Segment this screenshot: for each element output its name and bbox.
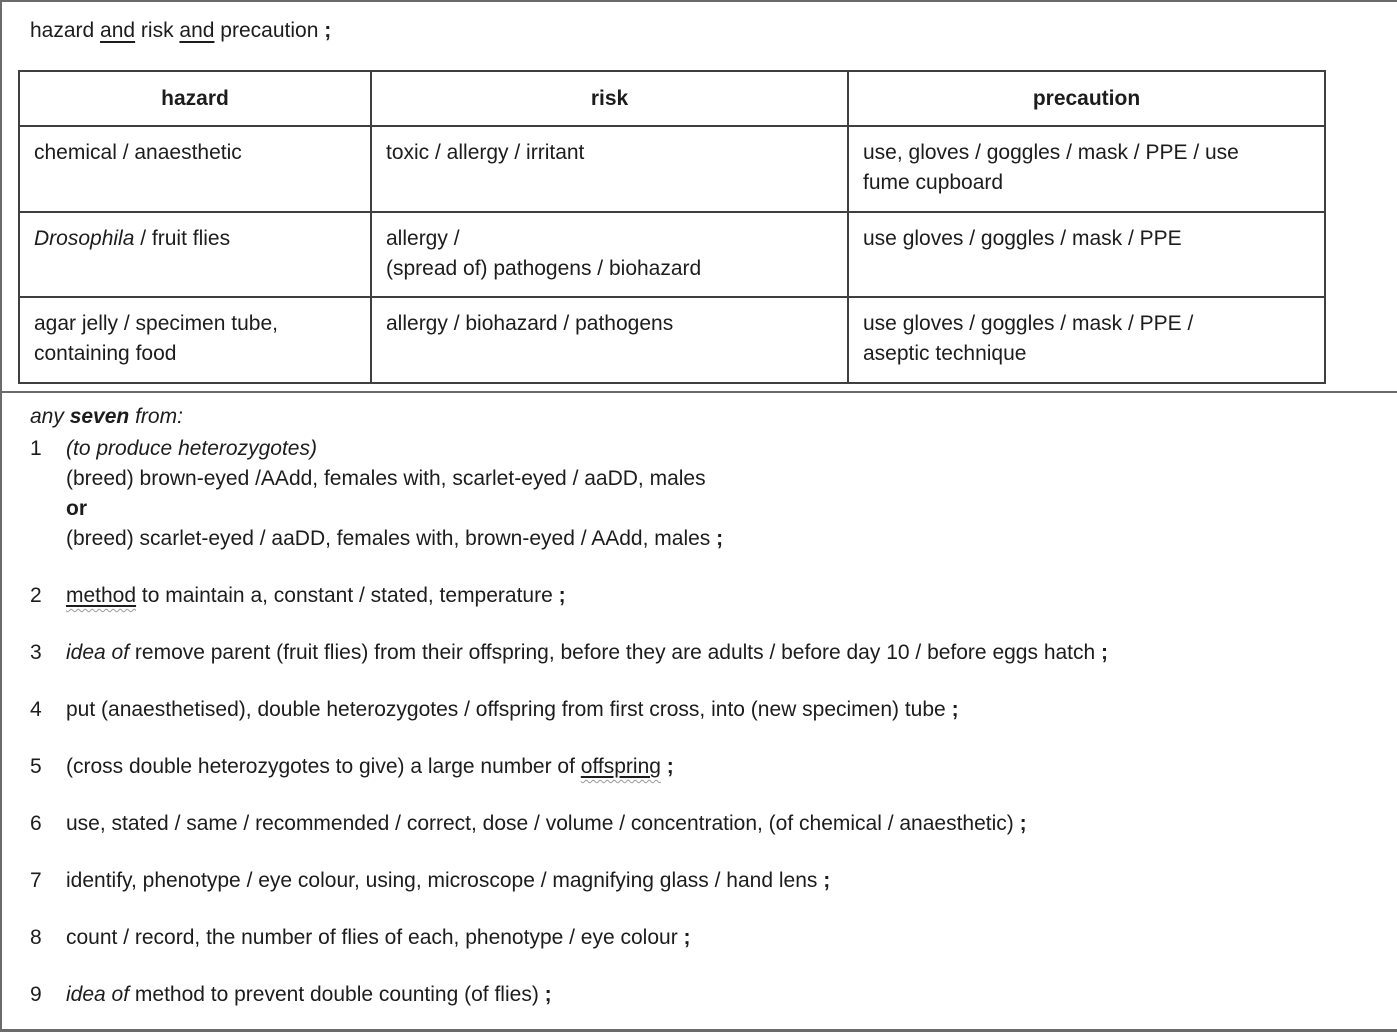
risk-cell: allergy / biohazard / pathogens bbox=[371, 297, 848, 383]
point-text: (breed) brown-eyed /AAdd, females with, scarlet-eyed / aaDD, males bbox=[66, 467, 706, 490]
point-number: 2 bbox=[30, 584, 42, 607]
hazard-cell: agar jelly / specimen tube, containing food bbox=[19, 297, 371, 383]
point-text: put (anaesthetised), double heterozygotes / offspring from first cross, into (new specimen) tube ; bbox=[66, 698, 959, 721]
point-number: 8 bbox=[30, 926, 42, 949]
hazard-cell: chemical / anaesthetic bbox=[19, 126, 371, 212]
hazard-cell: Drosophila / fruit flies bbox=[19, 212, 371, 297]
marking-point-9 bbox=[30, 980, 1383, 1010]
risk-cell: toxic / allergy / irritant bbox=[371, 126, 848, 212]
marking-point-3 bbox=[30, 638, 1383, 668]
precaution-cell: use, gloves / goggles / mask / PPE / use fume cupboard bbox=[848, 126, 1325, 212]
point-number: 1 bbox=[30, 437, 42, 460]
marking-point-5 bbox=[30, 752, 1383, 782]
point-text: or bbox=[66, 497, 87, 520]
point-number: 4 bbox=[30, 698, 42, 721]
table-header-row bbox=[19, 71, 1325, 126]
table-row bbox=[19, 126, 1325, 212]
table-row bbox=[19, 297, 1325, 383]
marking-point-7 bbox=[30, 866, 1383, 896]
marking-point-1 bbox=[30, 434, 1383, 554]
precaution-cell: use gloves / goggles / mask / PPE bbox=[848, 212, 1325, 297]
point-text: identify, phenotype / eye colour, using, microscope / magnifying glass / hand lens ; bbox=[66, 869, 831, 892]
point-text: method to maintain a, constant / stated, temperature ; bbox=[66, 584, 566, 607]
table-header-precaution: precaution bbox=[848, 71, 1325, 126]
table-header-risk: risk bbox=[371, 71, 848, 126]
answer-section-bottom bbox=[2, 393, 1397, 1010]
point-text: (breed) scarlet-eyed / aaDD, females with, brown-eyed / AAdd, males ; bbox=[66, 527, 724, 550]
table-row bbox=[19, 212, 1325, 297]
point-text: idea of method to prevent double counting (of flies) ; bbox=[66, 983, 552, 1006]
point-number: 5 bbox=[30, 755, 42, 778]
point-text: use, stated / same / recommended / correct, dose / volume / concentration, (of chemical / anaesthetic) ; bbox=[66, 812, 1027, 835]
point-number: 9 bbox=[30, 983, 42, 1006]
risk-cell: allergy / (spread of) pathogens / biohazard bbox=[371, 212, 848, 297]
marking-point-2 bbox=[30, 581, 1383, 611]
point-text: idea of remove parent (fruit flies) from their offspring, before they are adults / before day 10 / before eggs hatch ; bbox=[66, 641, 1109, 664]
marking-point-4 bbox=[30, 695, 1383, 725]
point-number: 7 bbox=[30, 869, 42, 892]
intro-line: hazard and risk and precaution ; bbox=[30, 19, 332, 42]
point-number: 3 bbox=[30, 641, 42, 664]
table-header-hazard: hazard bbox=[19, 71, 371, 126]
any-seven-lead: any seven from: bbox=[30, 405, 183, 428]
point-text: count / record, the number of flies of each, phenotype / eye colour ; bbox=[66, 926, 691, 949]
hazard-risk-precaution-table bbox=[18, 70, 1326, 384]
point-text: (cross double heterozygotes to give) a large number of offspring ; bbox=[66, 755, 674, 778]
point-text: (to produce heterozygotes) bbox=[66, 437, 317, 460]
point-number: 6 bbox=[30, 812, 42, 835]
marking-point-6 bbox=[30, 809, 1383, 839]
marking-point-8 bbox=[30, 923, 1383, 953]
precaution-cell: use gloves / goggles / mask / PPE / aseptic technique bbox=[848, 297, 1325, 383]
answer-section-top bbox=[2, 2, 1397, 391]
